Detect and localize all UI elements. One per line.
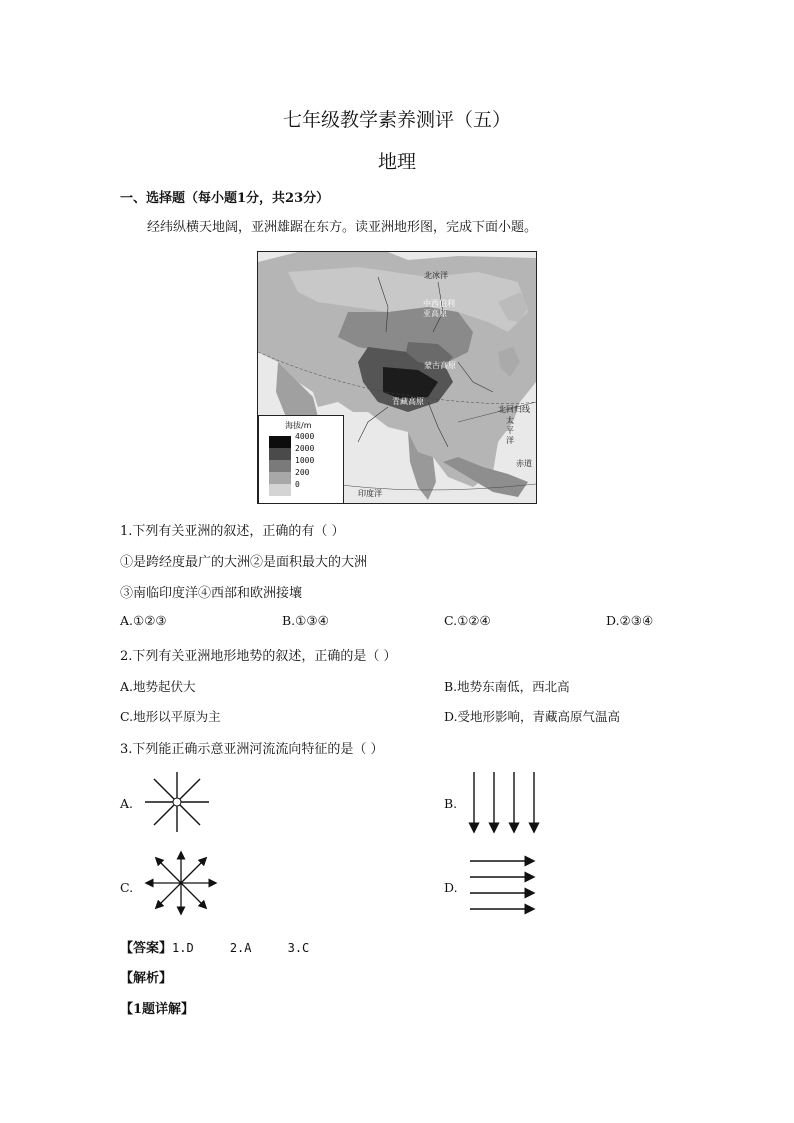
legend-value: 1000 — [295, 456, 315, 465]
question-1-statement-1: ①是跨经度最广的大洲②是面积最大的大洲 — [120, 555, 368, 570]
question-3-option-d[interactable]: D. — [444, 880, 458, 895]
label-arctic-ocean: 北冰洋 — [424, 271, 448, 280]
question-1-detail-heading: 【1题详解】 — [120, 1002, 195, 1017]
question-1-option-a[interactable]: A.①②③ — [120, 613, 167, 628]
asia-terrain-map — [257, 251, 537, 504]
question-2-option-c[interactable]: C.地形以平原为主 — [120, 709, 221, 724]
label-indian-ocean: 印度洋 — [358, 489, 382, 498]
radial-inward-diagram — [143, 770, 211, 834]
label-pacific-1: 太 — [506, 416, 514, 425]
radial-outward-arrows-diagram — [143, 850, 219, 916]
elevation-legend — [258, 415, 344, 504]
page-title: 七年级教学素养测评（五） — [282, 109, 511, 131]
section-heading: 一、选择题（每小题1分，共23分） — [120, 191, 330, 206]
answer-line — [120, 937, 309, 956]
analysis-heading: 【解析】 — [120, 971, 173, 986]
question-1-option-b[interactable]: B.①③④ — [282, 613, 329, 628]
parallel-downward-arrows-diagram — [466, 770, 542, 836]
label-tibet-plateau: 青藏高原 — [392, 397, 424, 406]
question-2-option-d[interactable]: D.受地形影响，青藏高原气温高 — [444, 709, 621, 724]
legend-value: 0 — [295, 480, 300, 489]
question-3-option-c[interactable]: C. — [120, 880, 134, 895]
label-central-siberia: 中西伯利 — [423, 299, 455, 308]
label-pacific-2: 平 — [506, 426, 514, 435]
question-1-statement-2: ③南临印度洋④西部和欧洲接壤 — [120, 586, 303, 601]
question-1-option-d[interactable]: D.②③④ — [606, 613, 654, 628]
legend-value: 4000 — [295, 432, 315, 441]
question-3-stem: 3.下列能正确示意亚洲河流流向特征的是（ ） — [120, 742, 384, 757]
question-2-stem: 2.下列有关亚洲地形地势的叙述，正确的是（ ） — [120, 649, 397, 664]
question-2-option-a[interactable]: A.地势起伏大 — [120, 679, 196, 694]
legend-title: 海拔/m — [285, 421, 312, 430]
question-2-option-b[interactable]: B.地势东南低，西北高 — [444, 679, 570, 694]
question-3-option-a[interactable]: A. — [120, 796, 134, 811]
question-3-option-b[interactable]: B. — [444, 796, 458, 811]
legend-swatch — [269, 448, 291, 460]
label-mongolia-plateau: 蒙古高原 — [424, 361, 456, 370]
legend-value: 2000 — [295, 444, 315, 453]
legend-value: 200 — [295, 468, 310, 477]
legend-row — [269, 480, 339, 496]
label-tropic-of-cancer: 北回归线 — [498, 405, 530, 414]
subject-title: 地理 — [377, 151, 416, 173]
answer-label: 【答案】 — [120, 941, 173, 956]
label-pacific-3: 洋 — [506, 436, 514, 445]
question-1-stem: 1.下列有关亚洲的叙述，正确的有（ ） — [120, 524, 345, 539]
question-1-option-c[interactable]: C.①②④ — [444, 613, 491, 628]
label-central-siberia-2: 亚高原 — [423, 309, 447, 318]
answer-values: 1.D 2.A 3.C — [172, 941, 310, 955]
legend-swatch — [269, 484, 291, 496]
label-equator: 赤道 — [516, 459, 532, 468]
section-intro: 经纬纵横天地阔，亚洲雄踞在东方。读亚洲地形图，完成下面小题。 — [147, 220, 538, 235]
legend-swatch — [269, 460, 291, 472]
legend-row — [269, 468, 339, 484]
legend-swatch — [269, 436, 291, 448]
parallel-eastward-arrows-diagram — [468, 855, 540, 917]
legend-swatch — [269, 472, 291, 484]
